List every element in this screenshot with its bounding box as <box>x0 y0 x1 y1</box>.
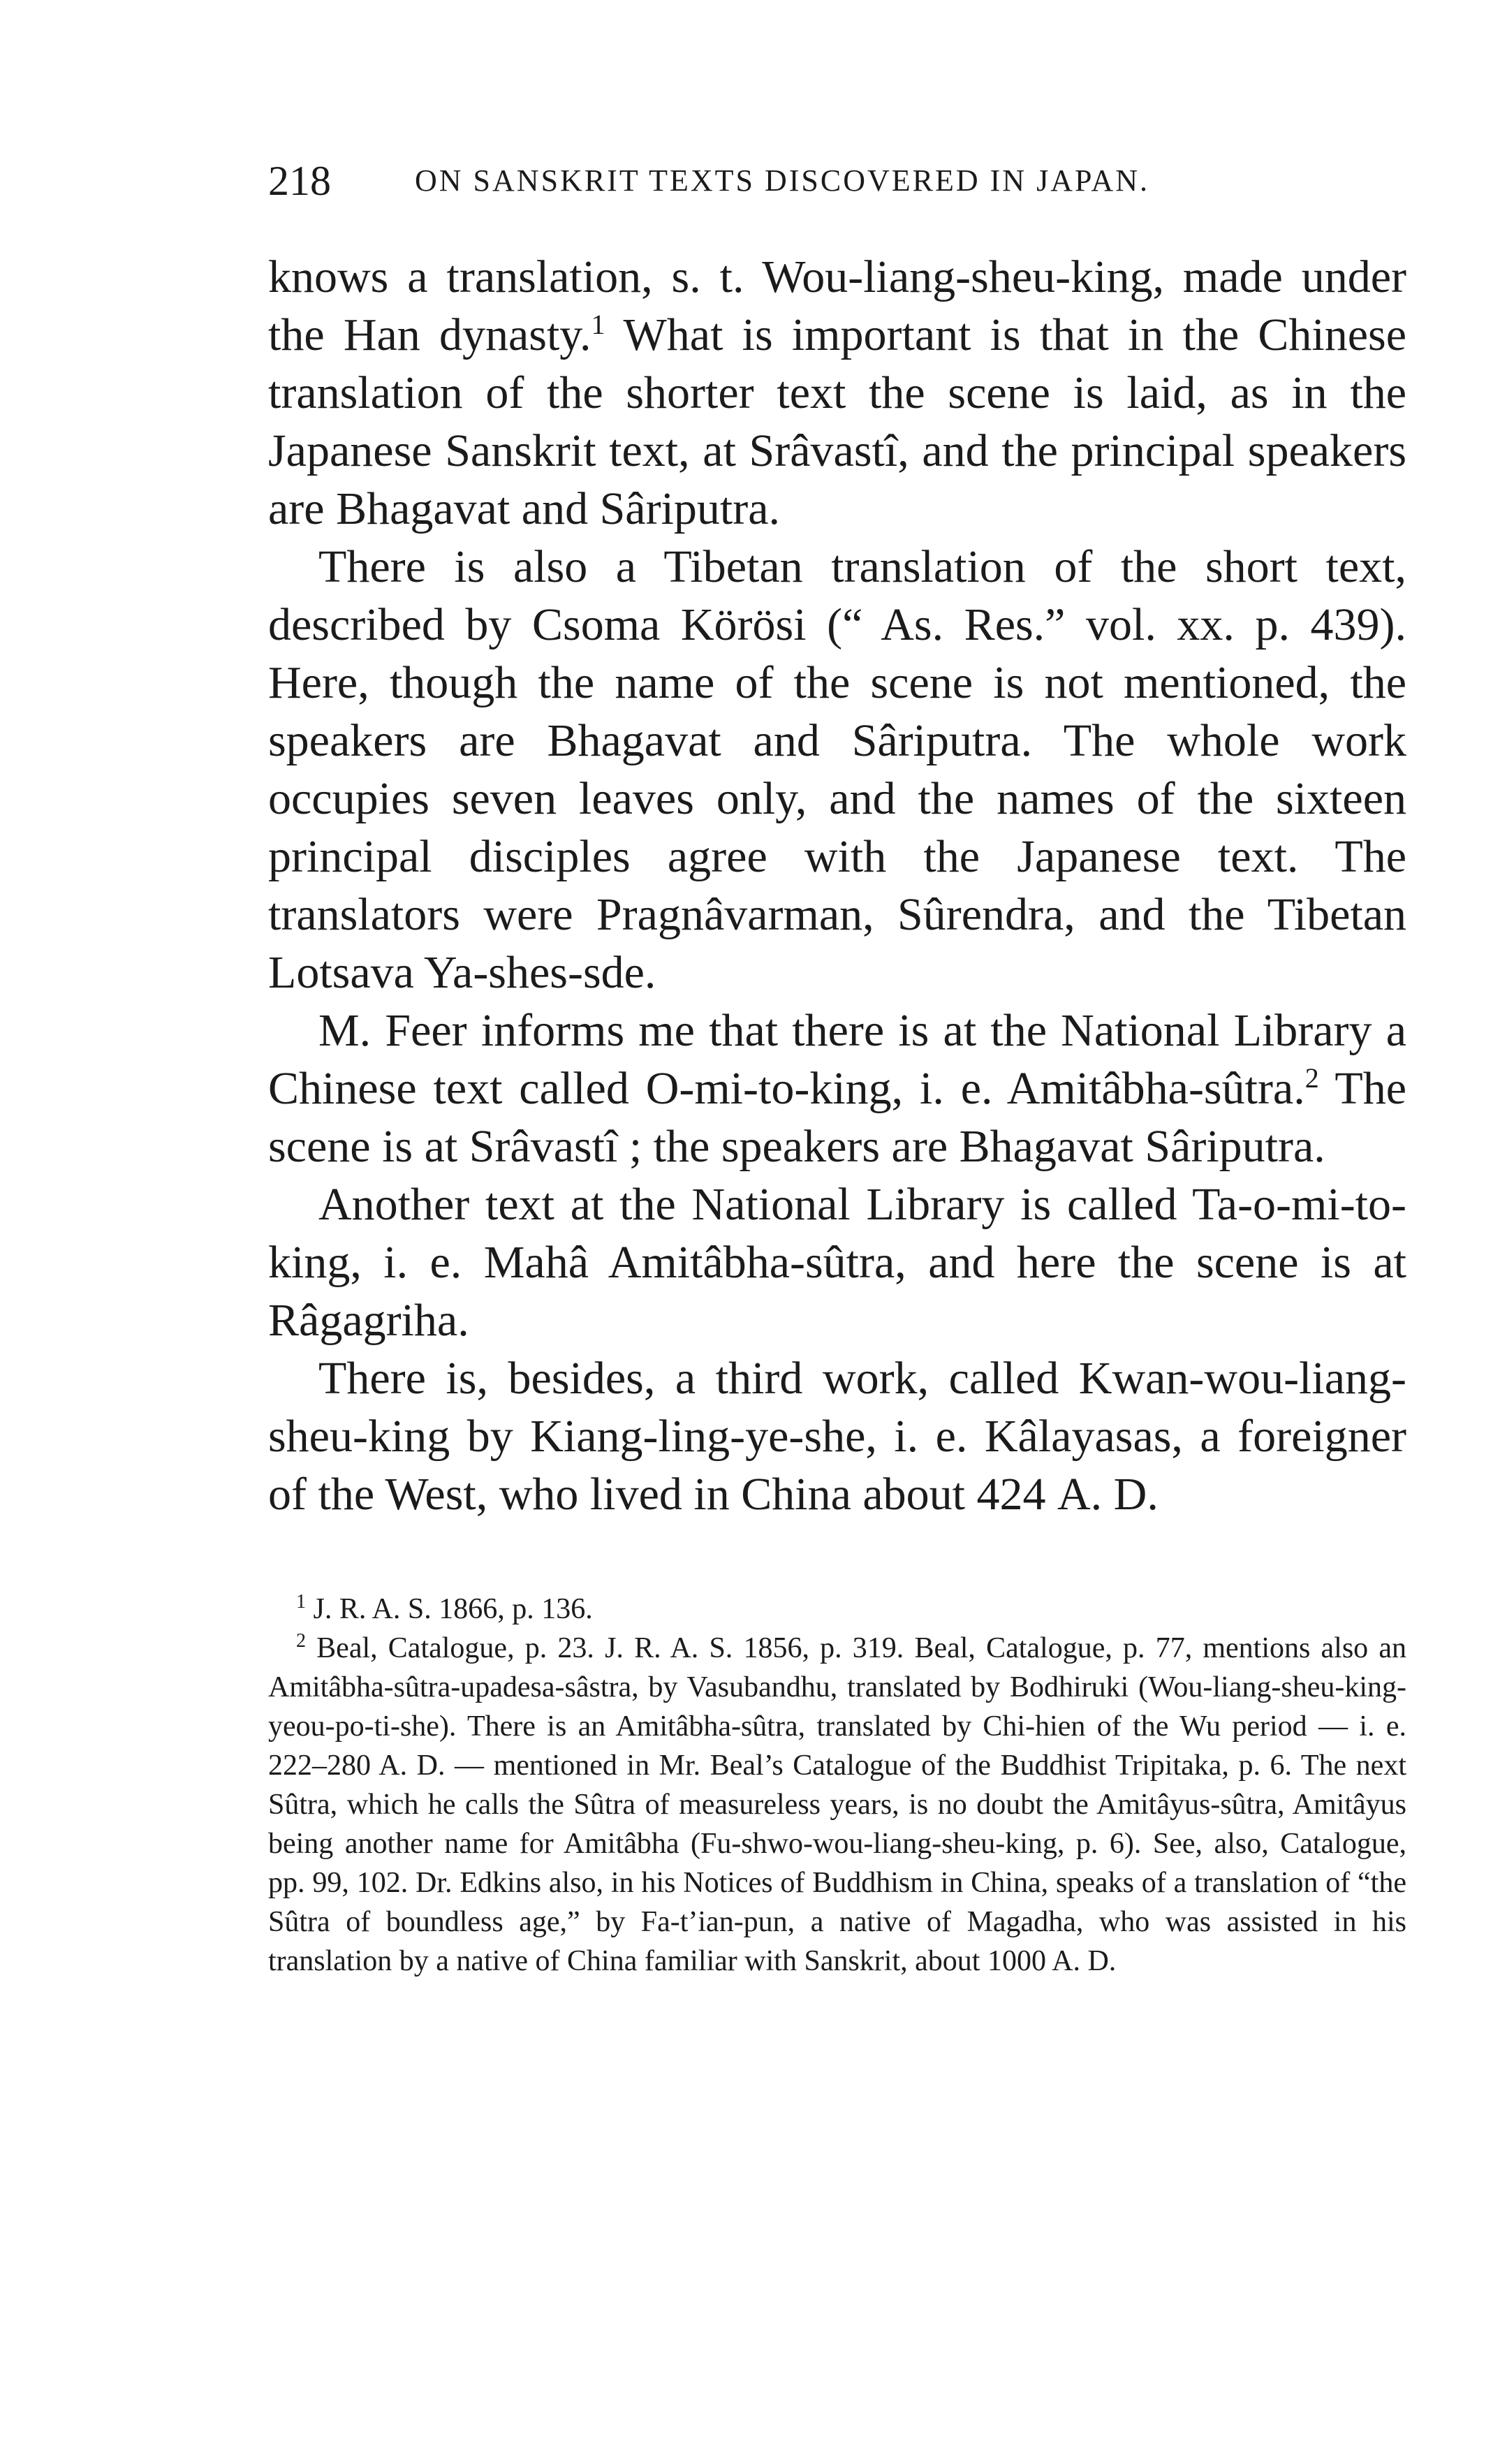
footnote-2-text: Beal, Catalogue, p. 23. J. R. A. S. 1856, p. 319. Beal, Catalogue, p. 77, mentions also an Amitâbha-sûtra-upadesa-sâstra, by Vasubandhu, translated by Bodhiruki (Wou-liang-sheu-king-yeou-po-ti-she). There is an Amitâbha-sûtra, translated by Chi-hien of the Wu period — i. e. 222–280 A. D. — mentioned in Mr. Beal’s Catalogue of the Buddhist Tripitaka, p. 6. The next Sûtra, which he calls the Sûtra of measureless years, is no doubt the Amitâyus-sûtra, Amitâyus being another name for Amitâbha (Fu-shwo-wou-liang-sheu-king, p. 6). See, also, Catalogue, pp. 99, 102. Dr. Edkins also, in his Notices of Buddhism in China, speaks of a translation of “the Sûtra of boundless age,” by Fa-t’ian-pun, a native of Magadha, who was assisted in his translation by a native of China familiar with Sanskrit, about 1000 A. D. <box>268 1632 1406 1977</box>
footnotes <box>268 1590 1406 1981</box>
footnote-2-mark: 2 <box>296 1630 306 1652</box>
era-label: A. D. <box>1057 1469 1159 1520</box>
paragraph-2-text: There is also a Tibetan translation of the short text, described by Csoma Körösi (“ As. Res.” vol. xx. p. 439). Here, though the name of the scene is not mentioned, the speakers are Bhagavat and Sâriputra. The whole work occupies seven leaves only, and the names of the sixteen principal disciples agree with the Japanese text. The translators were Pragnâvarman, Sûrendra, and the Tibetan Lotsava Ya-shes-sde. <box>268 541 1406 998</box>
paragraph-5 <box>268 1349 1406 1523</box>
paragraph-3 <box>268 1002 1406 1175</box>
footnote-ref-1: 1 <box>591 309 605 340</box>
page-number: 218 <box>268 158 331 204</box>
footnote-ref-2: 2 <box>1304 1062 1319 1094</box>
body-text <box>268 248 1406 1523</box>
paragraph-1-text-b: What is important is that in the Chinese translation of the shorter text the scene is laid, as in the Japanese Sanskrit text, at Srâvastî, and the principal speakers are Bhagavat and Sâriputra. <box>268 309 1406 534</box>
paragraph-1 <box>268 248 1406 538</box>
paragraph-5-text: There is, besides, a third work, called Kwan-wou-liang-sheu-king by Kiang-ling-ye-she, i. e. Kâlayasas, a foreigner of the West, who lived in China about 424 <box>268 1353 1406 1520</box>
paragraph-3-text-a: M. Feer informs me that there is at the National Library a Chinese text called O-mi-to-king, i. e. Amitâbha-sûtra. <box>268 1005 1406 1114</box>
footnote-2 <box>268 1629 1406 1981</box>
paragraph-1-text-a: knows a translation, s. t. Wou-liang-sheu-king, made under the Han dynasty. <box>268 251 1406 360</box>
paragraph-4-text: Another text at the National Library is called Ta-o-mi-to-king, i. e. Mahâ Amitâbha-sûtra, and here the scene is at Râgagriha. <box>268 1179 1406 1346</box>
footnote-1-mark: 1 <box>296 1591 306 1613</box>
book-page <box>268 157 1406 1981</box>
paragraph-4 <box>268 1175 1406 1349</box>
running-head <box>268 157 1406 220</box>
paragraph-2 <box>268 538 1406 1002</box>
footnote-1 <box>268 1590 1406 1629</box>
running-head-title: ON SANSKRIT TEXTS DISCOVERED IN JAPAN. <box>415 163 1149 198</box>
footnote-1-text: J. R. A. S. 1866, p. 136. <box>306 1593 593 1625</box>
paragraph-3-text-b: The scene is at Srâvastî ; the speakers are Bhagavat Sâriputra. <box>268 1063 1407 1172</box>
